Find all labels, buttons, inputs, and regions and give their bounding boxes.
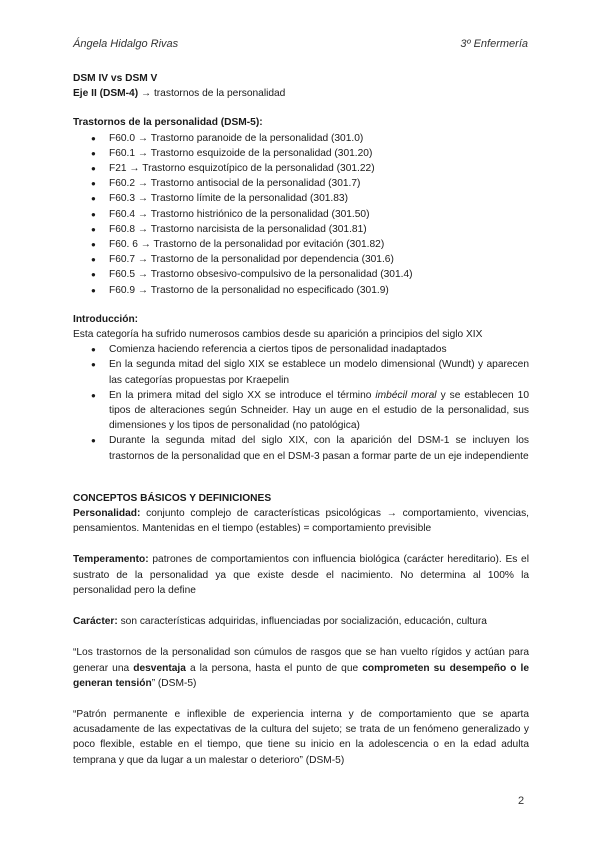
list-item: ● F60.1 → Trastorno esquizoide de la personalidad (301.20) [109,146,529,161]
quote-1-part: “Los trastornos de la personalidad son cúmulos de rasgos que se han vuelto rígidos y actúan para generar una [73,647,529,674]
disorders-list [73,131,529,298]
axis-text: → trastornos de la personalidad [138,88,286,100]
list-item: ● F60.4 → Trastorno histriónico de la personalidad (301.50) [109,207,529,222]
quote-1-bold: desventaja [133,662,186,674]
intro-text: Esta categoría ha sufrido numerosos cambios desde su aparición a principios del siglo XIX [73,329,483,341]
intro-b3-em: imbécil moral [375,389,437,401]
quote-2: “Patrón permanente e inflexible de experiencia interna y de comportamiento que se aparta acusadamente de las expectativas de la cultura del sujeto; se trata de un fenómeno generalizado y poco flexible, estable en el tiempo, que tiene su inicio en la adolescencia o en la edad adulta temprana y que da lugar a un malestar o deterioro” (DSM-5) [73,708,529,766]
page-header [73,38,528,54]
quote-1-part: a la persona, hasta el punto de que [185,662,363,674]
list-item: ● F60.8 → Trastorno narcisista de la personalidad (301.81) [109,222,529,237]
list-item: ● F60. 6 → Trastorno de la personalidad por evitación (301.82) [109,237,529,252]
caracter-def [73,614,529,629]
header-course: 3º Enfermería [460,38,528,50]
temperamento-text: patrones de comportamientos con influencia biológica (carácter hereditario). Es el sustrato de la personalidad ya que existe desde el nacimiento. No determina al 100% la personalidad pero la define [73,554,529,596]
personalidad-text: conjunto complejo de características psicológicas → comportamiento, vivencias, pensamientos. Mantenidas en el tiempo (estables) = comportamiento previsible [73,508,529,535]
personalidad-label: Personalidad: [73,508,141,520]
intro-list [73,342,529,464]
caracter-text: son características adquiridas, influenciadas por socialización, educación, cultura [117,616,487,628]
caracter-label: Carácter: [73,616,118,628]
quote-1-part: ” (DSM-5) [151,677,197,689]
list-item: ● F21 → Trastorno esquizotípico de la personalidad (301.22) [109,161,529,176]
section-title-dsm: DSM IV vs DSM V [73,73,158,84]
list-item: ● F60.0 → Trastorno paranoide de la personalidad (301.0) [109,131,529,146]
document-body [73,71,529,768]
disorders-heading: Trastornos de la personalidad (DSM-5): [73,117,263,129]
quote-1 [73,645,529,691]
personalidad-def [73,506,529,536]
list-item: ● Durante la segunda mitad del siglo XIX, con la aparición del DSM-1 se incluyen los trastornos de la personalidad que en el DSM-3 pasan a formar parte de un eje independiente [109,433,529,463]
intro-b3-pre: En la primera mitad del siglo XX se introduce el término [109,389,376,401]
list-item: ● F60.2 → Trastorno antisocial de la personalidad (301.7) [109,176,529,191]
concepts-heading: CONCEPTOS BÁSICOS Y DEFINICIONES [73,492,272,504]
list-item: ● F60.7 → Trastorno de la personalidad por dependencia (301.6) [109,252,529,267]
intro-heading: Introducción: [73,313,139,325]
temperamento-def [73,552,529,598]
page-number: 2 [518,795,525,807]
quote-1-bold: comprometen su desempeño o le generan tensión [73,662,530,689]
temperamento-label: Temperamento: [73,554,149,566]
list-item: ● En la segunda mitad del siglo XIX se establece un modelo dimensional (Wundt) y aparecen las categorías propuestas por Kraepelin [109,357,529,387]
list-item: ● Comienza haciendo referencia a ciertos tipos de personalidad inadaptados [109,342,529,357]
list-item: ● F60.9 → Trastorno de la personalidad no especificado (301.9) [109,283,529,298]
list-item: ● F60.3 → Trastorno límite de la personalidad (301.83) [109,191,529,206]
axis-label: Eje II (DSM-4) [73,88,139,100]
intro-b3-post: y se establecen 10 tipos de alteraciones según Schneider. Hay un auge en el estudio de la personalidad, sus dimensiones y los tipos de personalidad (no patológica) [109,389,529,432]
header-author: Ángela Hidalgo Rivas [73,38,179,50]
axis-line [73,86,529,101]
list-item: ● F60.5 → Trastorno obsesivo-compulsivo de la personalidad (301.4) [109,267,529,282]
list-item [109,388,529,434]
